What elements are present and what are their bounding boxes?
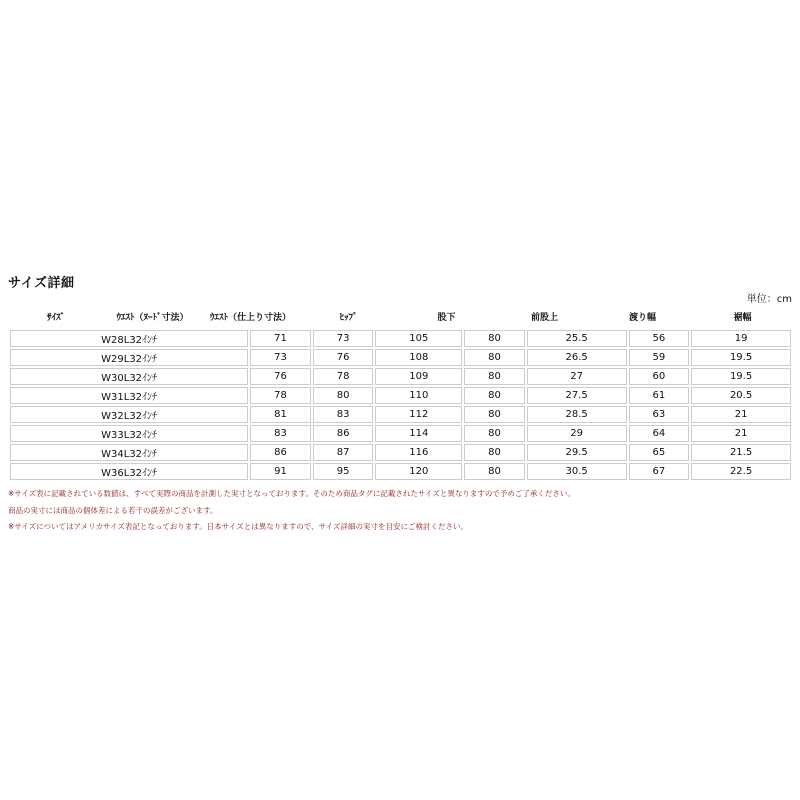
size-table-body <box>10 330 791 480</box>
cell-front-rise: 29.5 <box>527 444 627 461</box>
cell-hem-width: 20.5 <box>691 387 791 404</box>
cell-front-rise: 30.5 <box>527 463 627 480</box>
note-3: ※サイズについてはアメリカサイズ表記となっております。日本サイズとは異なりますので、サイズ詳細の実寸を目安にご検討ください。 <box>8 522 468 531</box>
cell-inseam: 80 <box>464 330 525 347</box>
cell-inseam: 80 <box>464 349 525 366</box>
cell-front-rise: 25.5 <box>527 330 627 347</box>
cell-waist-nude: 83 <box>250 425 311 442</box>
cell-waist-nude: 78 <box>250 387 311 404</box>
cell-size: W32L32ｲﾝﾁ <box>10 406 248 423</box>
table-row <box>10 444 791 461</box>
cell-thigh-width: 61 <box>629 387 690 404</box>
column-header-front-rise: 前股上 <box>530 312 558 323</box>
notes <box>8 486 575 536</box>
cell-thigh-width: 67 <box>629 463 690 480</box>
cell-thigh-width: 56 <box>629 330 690 347</box>
cell-waist-nude: 91 <box>250 463 311 480</box>
cell-thigh-width: 64 <box>629 425 690 442</box>
cell-inseam: 80 <box>464 406 525 423</box>
cell-thigh-width: 63 <box>629 406 690 423</box>
cell-thigh-width: 60 <box>629 368 690 385</box>
cell-hip: 105 <box>375 330 462 347</box>
unit-label: 単位：cm <box>746 294 792 305</box>
cell-size: W33L32ｲﾝﾁ <box>10 425 248 442</box>
cell-hip: 112 <box>375 406 462 423</box>
cell-hip: 108 <box>375 349 462 366</box>
cell-waist-finished: 87 <box>313 444 374 461</box>
cell-hem-width: 19.5 <box>691 349 791 366</box>
cell-front-rise: 29 <box>527 425 627 442</box>
table-row <box>10 406 791 423</box>
cell-size: W31L32ｲﾝﾁ <box>10 387 248 404</box>
cell-hip: 109 <box>375 368 462 385</box>
cell-size: W36L32ｲﾝﾁ <box>10 463 248 480</box>
cell-waist-finished: 83 <box>313 406 374 423</box>
cell-hip: 120 <box>375 463 462 480</box>
cell-front-rise: 28.5 <box>527 406 627 423</box>
table-header <box>8 306 793 326</box>
page-title: サイズ詳細 <box>8 276 75 291</box>
table-row <box>10 368 791 385</box>
column-header-inseam: 股下 <box>437 312 456 323</box>
cell-waist-nude: 81 <box>250 406 311 423</box>
cell-hem-width: 19 <box>691 330 791 347</box>
cell-waist-finished: 78 <box>313 368 374 385</box>
column-header-hem-width: 裾幅 <box>733 312 752 323</box>
cell-inseam: 80 <box>464 463 525 480</box>
cell-waist-finished: 95 <box>313 463 374 480</box>
cell-hem-width: 21.5 <box>691 444 791 461</box>
column-header-size: ｻｲｽﾞ <box>46 312 65 323</box>
cell-waist-nude: 86 <box>250 444 311 461</box>
cell-hip: 116 <box>375 444 462 461</box>
cell-hem-width: 22.5 <box>691 463 791 480</box>
cell-size: W34L32ｲﾝﾁ <box>10 444 248 461</box>
cell-front-rise: 27.5 <box>527 387 627 404</box>
cell-hip: 110 <box>375 387 462 404</box>
cell-hip: 114 <box>375 425 462 442</box>
cell-waist-finished: 73 <box>313 330 374 347</box>
cell-waist-nude: 76 <box>250 368 311 385</box>
note-2: 商品の実寸には商品の個体差による若干の誤差がございます。 <box>8 505 218 515</box>
cell-thigh-width: 59 <box>629 349 690 366</box>
cell-inseam: 80 <box>464 387 525 404</box>
cell-thigh-width: 65 <box>629 444 690 461</box>
column-header-hip: ﾋｯﾌﾟ <box>339 312 358 323</box>
column-header-thigh-width: 渡り幅 <box>628 312 656 323</box>
column-header-waist-finished: ｳｴｽﾄ（仕上り寸法） <box>209 312 291 323</box>
cell-inseam: 80 <box>464 444 525 461</box>
cell-waist-nude: 71 <box>250 330 311 347</box>
cell-front-rise: 27 <box>527 368 627 385</box>
table-row <box>10 349 791 366</box>
cell-size: W28L32ｲﾝﾁ <box>10 330 248 347</box>
table-row <box>10 463 791 480</box>
table-row <box>10 387 791 404</box>
cell-waist-finished: 76 <box>313 349 374 366</box>
table-row <box>10 425 791 442</box>
cell-hem-width: 19.5 <box>691 368 791 385</box>
cell-inseam: 80 <box>464 425 525 442</box>
table-row <box>10 330 791 347</box>
cell-hem-width: 21 <box>691 425 791 442</box>
cell-waist-finished: 80 <box>313 387 374 404</box>
cell-size: W30L32ｲﾝﾁ <box>10 368 248 385</box>
note-1: ※サイズ表に記載されている数値は、すべて実際の商品を計測した実寸となっております。そのため商品タグに記載されたサイズと異なりますので予めご了承ください。 <box>8 489 575 498</box>
cell-size: W29L32ｲﾝﾁ <box>10 349 248 366</box>
cell-waist-finished: 86 <box>313 425 374 442</box>
cell-front-rise: 26.5 <box>527 349 627 366</box>
cell-hem-width: 21 <box>691 406 791 423</box>
column-header-waist-nude: ｳｴｽﾄ（ﾇｰﾄﾞ寸法） <box>116 312 189 323</box>
cell-waist-nude: 73 <box>250 349 311 366</box>
cell-inseam: 80 <box>464 368 525 385</box>
size-table <box>8 328 793 482</box>
